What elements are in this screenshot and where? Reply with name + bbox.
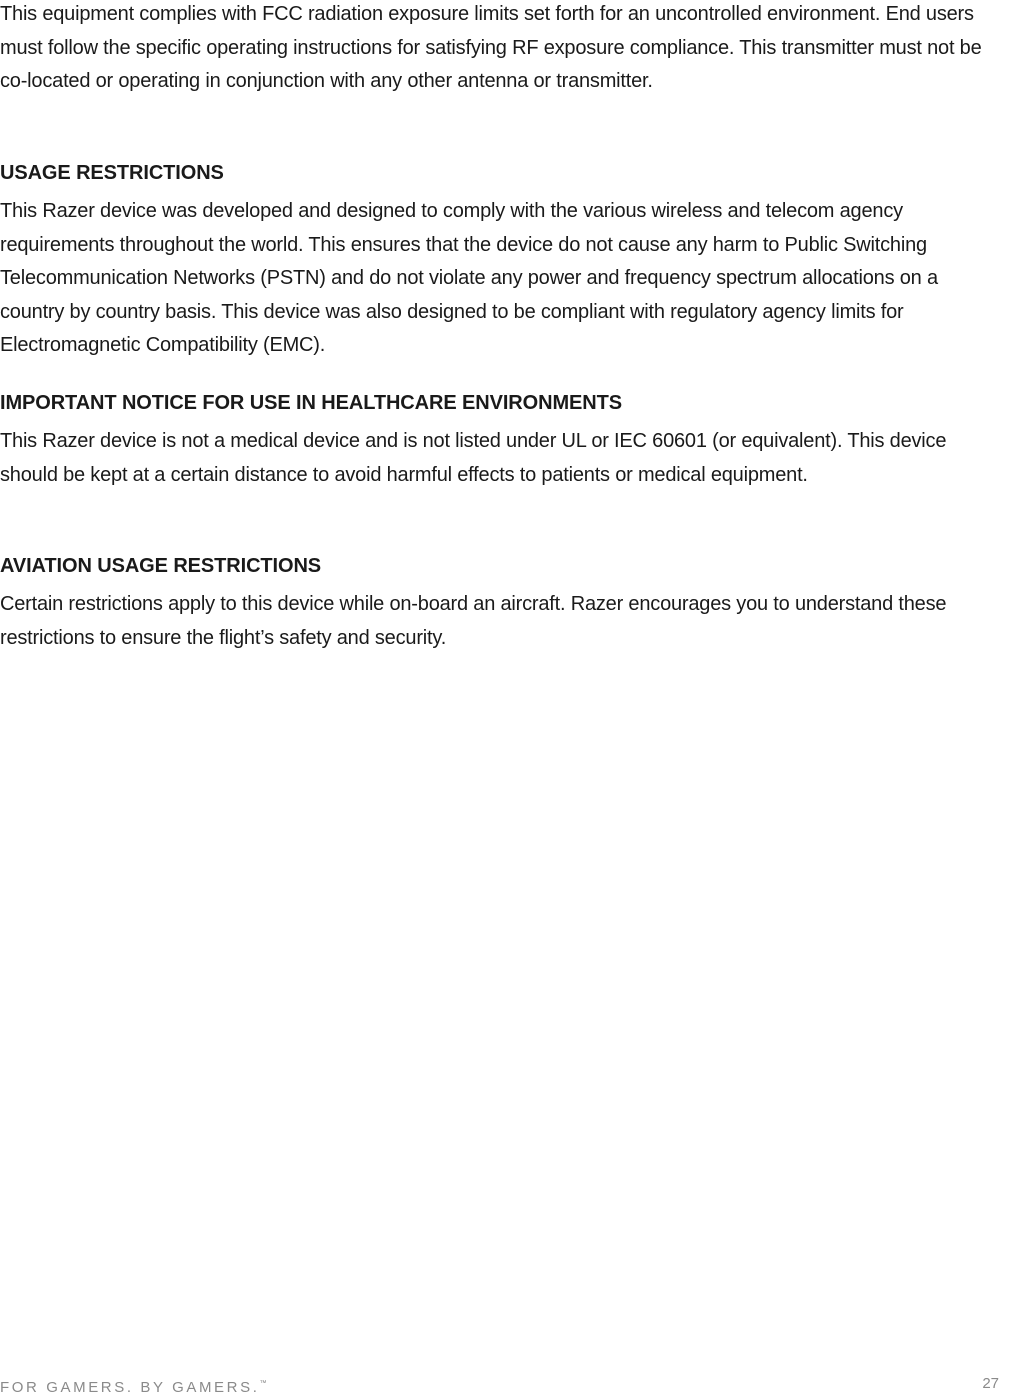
intro-paragraph: This equipment complies with FCC radiation exposure limits set forth for an uncontrolled environment. End users must follow the specific operating instructions for satisfying RF exposure compliance. This transmitter must not be co-located or operating in conjunction with any other antenna or transmitter. xyxy=(0,3,982,92)
trademark-symbol: ™ xyxy=(259,1380,267,1387)
footer-tagline xyxy=(0,1374,266,1398)
footer-tagline-text: FOR GAMERS. BY GAMERS. xyxy=(0,1379,260,1396)
healthcare-notice-heading: IMPORTANT NOTICE FOR USE IN HEALTHCARE ENVIRONMENTS xyxy=(0,392,622,414)
usage-restrictions-paragraph: This Razer device was developed and designed to comply with the various wireless and telecom agency requirements throughout the world. This ensures that the device do not cause any harm to Public Switching Telecommunication Networks (PSTN) and do not violate any power and frequency spectrum allocations on a country by country basis. This device was also designed to be compliant with regulatory agency limits for Electromagnetic Compatibility (EMC). xyxy=(0,200,938,356)
aviation-restrictions-paragraph: Certain restrictions apply to this device while on-board an aircraft. Razer encourages you to understand these restrictions to ensure the flight’s safety and security. xyxy=(0,593,947,649)
page-number: 27 xyxy=(982,1375,999,1392)
aviation-restrictions-heading: AVIATION USAGE RESTRICTIONS xyxy=(0,555,322,577)
healthcare-notice-paragraph: This Razer device is not a medical device and is not listed under UL or IEC 60601 (or equivalent). This device should be kept at a certain distance to avoid harmful effects to patients or medical equipment. xyxy=(0,430,947,486)
usage-restrictions-heading: USAGE RESTRICTIONS xyxy=(0,162,224,184)
